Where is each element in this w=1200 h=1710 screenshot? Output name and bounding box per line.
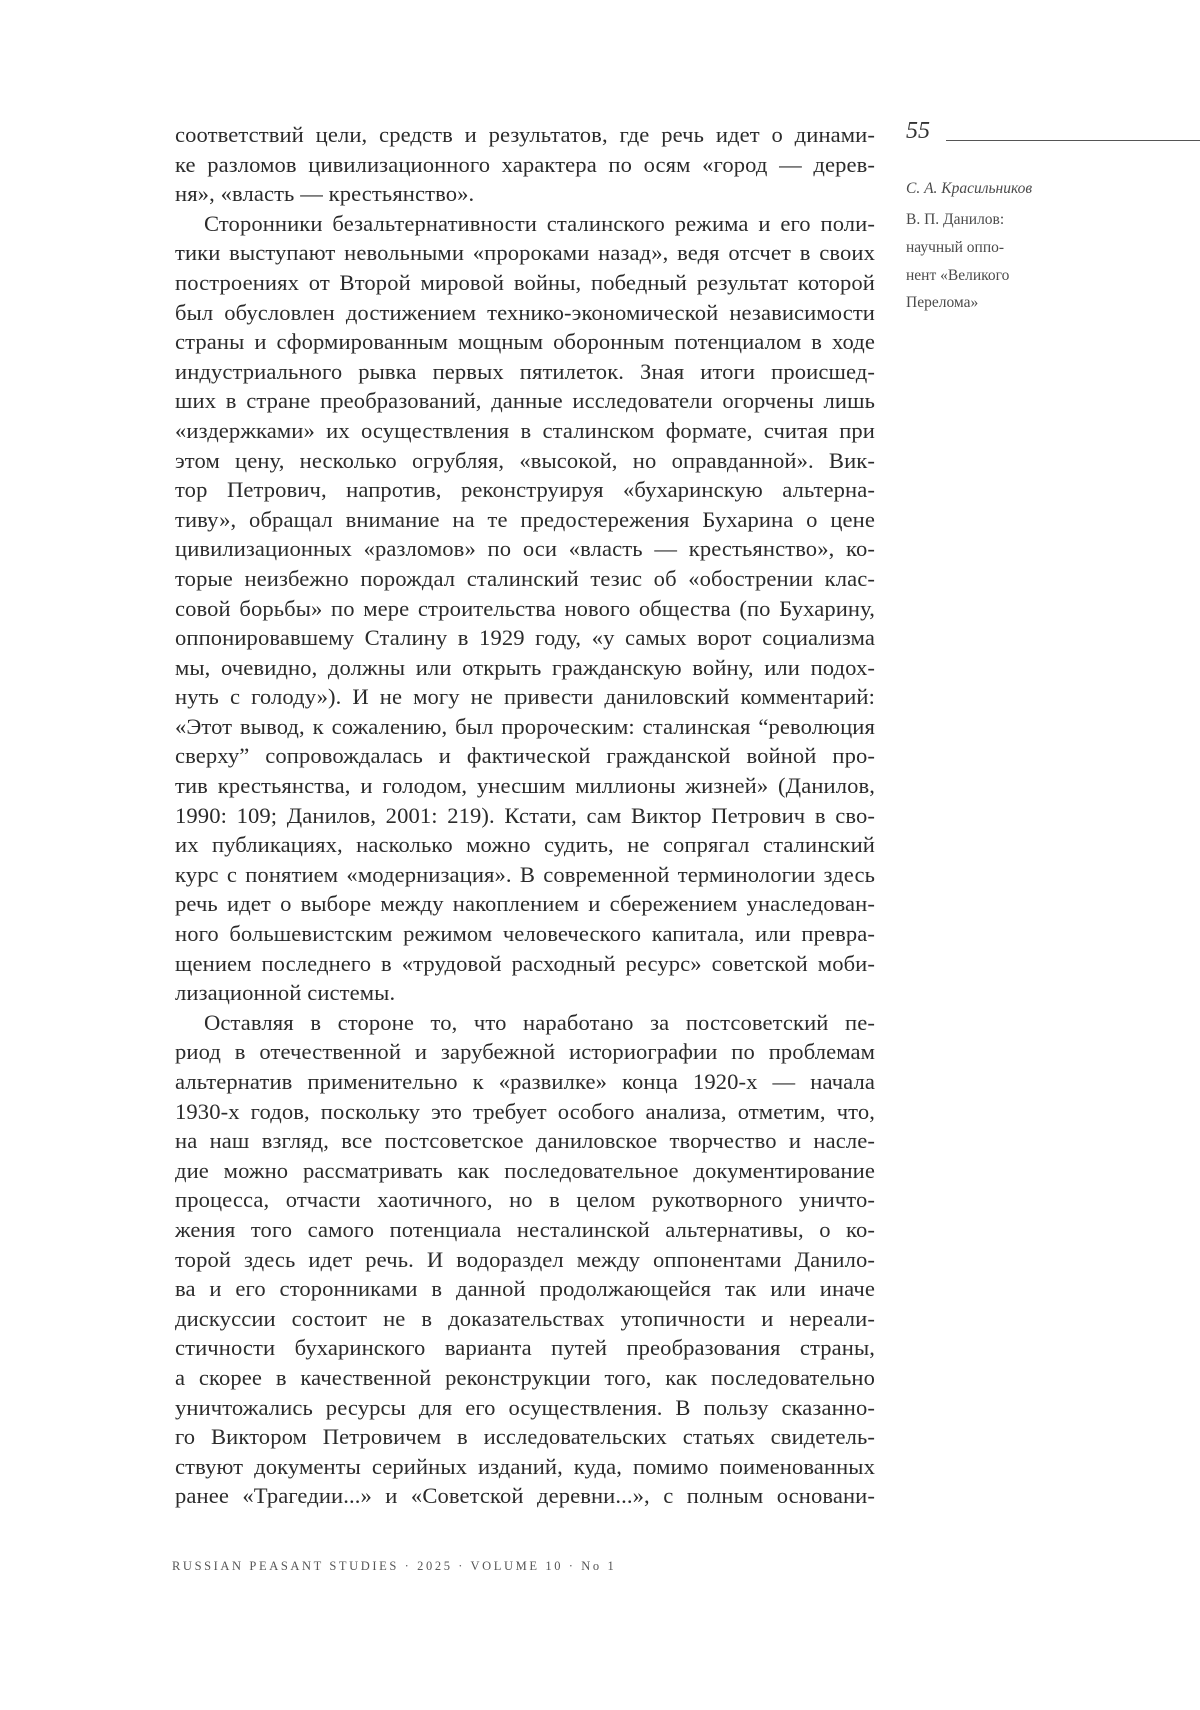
text-line: мы, очевидно, должны или открыть гражданскую войну, или подох- (175, 654, 875, 680)
text-line: тив крестьянства, и голодом, унесшим миллионы жизней» (Данилов, (175, 773, 875, 799)
running-title-line: Перелома» (906, 294, 979, 312)
text-line: уничтожались ресурсы для его осуществления. В пользу сказанно- (175, 1394, 875, 1420)
text-line: торые неизбежно порождал сталинский тезис об «обострении клас- (175, 565, 875, 591)
text-line: дискуссии состоит не в доказательствах утопичности и нереали- (175, 1305, 875, 1331)
text-line: ших в стране преобразований, данные исследователи огорчены лишь (175, 388, 875, 414)
text-line: на наш взгляд, все постсоветское даниловское творчество и насле- (175, 1128, 875, 1154)
text-line: жения того самого потенциала несталинской альтернативы, о ко- (175, 1216, 875, 1242)
text-line: риод в отечественной и зарубежной историографии по проблемам (175, 1039, 875, 1065)
running-head-title (906, 206, 1009, 317)
text-line: процесса, отчасти хаотичного, но в целом рукотворного уничто- (175, 1187, 875, 1213)
text-line: тики выступают невольными «пророками назад», ведя отсчет в своих (175, 240, 875, 266)
text-line: а скорее в качественной реконструкции того, как последовательно (175, 1364, 875, 1390)
text-line: «Этот вывод, к сожалению, был пророческим: сталинская “революция (175, 713, 875, 739)
text-line: «издержками» их осуществления в сталинском формате, считая при (175, 417, 875, 443)
text-line: Сторонники безальтернативности сталинского режима и его поли- (204, 210, 875, 236)
body-text (175, 120, 875, 1511)
text-line: стичности бухаринского варианта путей преобразования страны, (175, 1335, 875, 1361)
text-line: оппонировавшему Сталину в 1929 году, «у самых ворот социализма (175, 625, 875, 651)
text-line: ва и его сторонниками в данной продолжающейся так или иначе (175, 1276, 875, 1302)
text-line: индустриального рывка первых пятилеток. Зная итоги происшед- (175, 358, 875, 384)
text-line: построениях от Второй мировой войны, победный результат которой (175, 269, 875, 295)
text-line: сверху” сопровождалась и фактической гражданской войной про- (175, 743, 875, 769)
text-line: тиву», обращал внимание на те предостережения Бухарина о цене (175, 506, 875, 532)
text-line: 1930-х годов, поскольку это требует особого анализа, отметим, что, (175, 1098, 875, 1124)
text-line: ствуют документы серийных изданий, куда, помимо поименованных (175, 1453, 875, 1479)
page-number-rule (946, 140, 1200, 141)
text-line: соответствий цели, средств и результатов, где речь идет о динами- (175, 122, 875, 147)
text-line: альтернатив применительно к «развилке» конца 1920-х — начала (175, 1069, 875, 1094)
running-head-author: С. А. Красильников (906, 180, 1033, 197)
margin-column (906, 118, 1200, 312)
running-title-line: В. П. Данилов: (906, 211, 1005, 228)
page-number: 55 (906, 118, 930, 144)
text-line: страны и сформированным мощным оборонным потенциалом в ходе (175, 329, 875, 355)
text-line: 1990: 109; Данилов, 2001: 219). Кстати, сам Виктор Петрович в сво- (175, 802, 875, 828)
text-line: дие можно рассматривать как последовательное документирование (175, 1157, 875, 1183)
text-line: был обусловлен достижением технико-экономической независимости (175, 299, 875, 325)
journal-footer: RUSSIAN PEASANT STUDIES · 2025 · VOLUME 10 · No 1 (172, 1559, 617, 1573)
text-line: лизационной системы. (175, 980, 396, 1006)
text-line: нуть с голоду»). И не могу не привести даниловский комментарий: (175, 684, 875, 710)
text-line: го Виктором Петровичем в исследовательских статьях свидетель- (175, 1424, 875, 1450)
text-line: курс с понятием «модернизация». В современной терминологии здесь (175, 861, 875, 887)
text-line: цивилизационных «разломов» по оси «власть — крестьянство», ко- (175, 536, 875, 562)
text-line: этом цену, несколько огрубляя, «высокой, но оправданной». Вик- (175, 447, 875, 473)
running-title-line: научный оппо- (906, 238, 1005, 256)
text-line: совой борьбы» по мере строительства нового общества (по Бухарину, (175, 595, 875, 621)
text-line: Оставляя в стороне то, что наработано за постсоветский пе- (204, 1009, 875, 1035)
text-line: их публикациях, насколько можно судить, не сопрягал сталинский (175, 832, 875, 858)
text-line: щением последнего в «трудовой расходный ресурс» советской моби- (175, 950, 875, 976)
text-line: ке разломов цивилизационного характера по осям «город — дерев- (175, 151, 875, 177)
text-line: ня», «власть — крестьянство». (175, 181, 475, 207)
text-line: торой здесь идет речь. И водораздел между оппонентами Данило- (175, 1246, 875, 1272)
text-line: речь идет о выборе между накоплением и сбережением унаследован- (175, 891, 875, 917)
text-line: ранее «Трагедии...» и «Советской деревни...», с полным основани- (175, 1483, 875, 1509)
text-line: тор Петрович, напротив, реконструируя «бухаринскую альтерна- (175, 477, 875, 503)
text-line: ного большевистским режимом человеческого капитала, или превра- (175, 921, 875, 947)
running-title-line: нент «Великого (906, 266, 1010, 284)
